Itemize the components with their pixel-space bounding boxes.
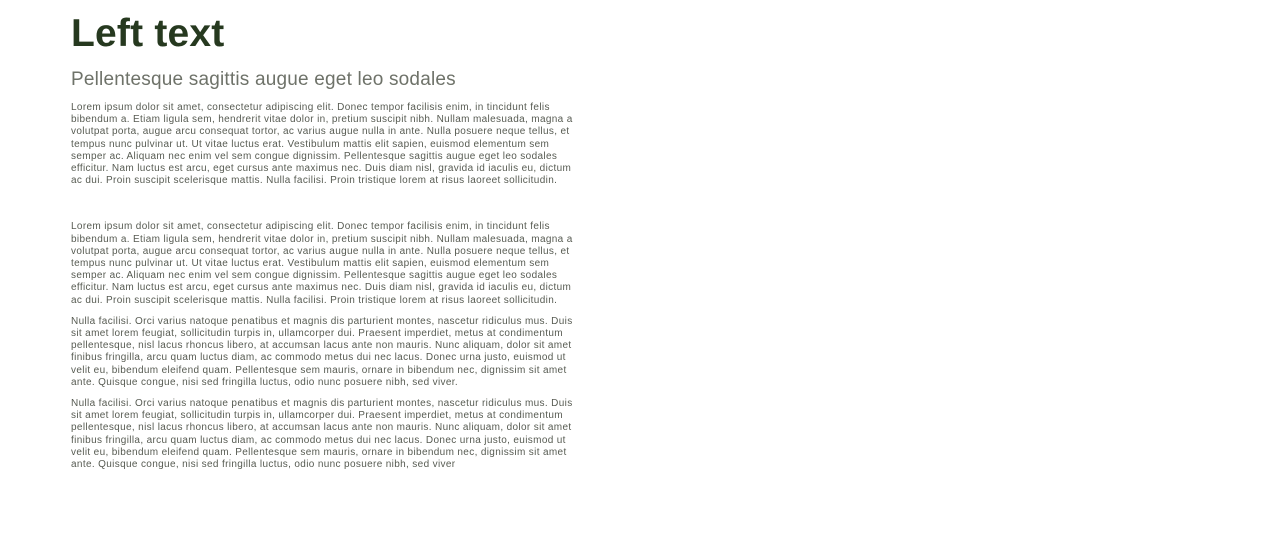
left-text-section	[71, 10, 578, 471]
page-subtitle: Pellentesque sagittis augue eget leo sodales	[71, 69, 456, 90]
paragraph-2: Lorem ipsum dolor sit amet, consectetur adipiscing elit. Donec tempor facilisis enim, in tincidunt felis bibendum a. Etiam ligula sem, hendrerit vitae dolor in, pretium suscipit nibh. Nullam malesuada, magna a volutpat porta, augue arcu consequat tortor, ac varius augue nulla in ante. Nulla posuere neque tellus, et tempus nunc pulvinar ut. Ut vitae luctus erat. Vestibulum mattis elit sapien, euismod elementum sem semper ac. Aliquam nec enim vel sem congue dignissim. Pellentesque sagittis augue eget leo sodales efficitur. Nam luctus est arcu, eget cursus ante maximus nec. Duis diam nisl, gravida id iaculis eu, dictum ac dui. Proin suscipit scelerisque mattis. Nulla facilisi. Proin tristique lorem at risus laoreet sollicitudin.	[71, 221, 573, 306]
paragraph-3: Nulla facilisi. Orci varius natoque penatibus et magnis dis parturient montes, nascetur ridiculus mus. Duis sit amet lorem feugiat, sollicitudin turpis in, ullamcorper dui. Praesent imperdiet, metus at condimentum pellentesque, nisl lacus rhoncus libero, at accumsan lacus ante non mauris. Nunc aliquam, dolor sit amet finibus fringilla, arcu quam luctus diam, ac commodo metus dui nec lacus. Donec urna justo, euismod ut velit eu, bibendum eleifend quam. Pellentesque sem mauris, ornare in bibendum nec, dignissim sit amet ante. Quisque congue, nisi sed fringilla luctus, odio nunc posuere nibh, sed viver.	[71, 315, 573, 388]
paragraph-4: Nulla facilisi. Orci varius natoque penatibus et magnis dis parturient montes, nascetur ridiculus mus. Duis sit amet lorem feugiat, sollicitudin turpis in, ullamcorper dui. Praesent imperdiet, metus at condimentum pellentesque, nisl lacus rhoncus libero, at accumsan lacus ante non mauris. Nunc aliquam, dolor sit amet finibus fringilla, arcu quam luctus diam, ac commodo metus dui nec lacus. Donec urna justo, euismod ut velit eu, bibendum eleifend quam. Pellentesque sem mauris, ornare in bibendum nec, dignissim sit amet ante. Quisque congue, nisi sed fringilla luctus, odio nunc posuere nibh, sed viver	[71, 398, 573, 471]
body-text-block	[71, 221, 578, 471]
intro-text-block	[71, 102, 578, 187]
page-title: Left text	[71, 12, 225, 55]
paragraph-1: Lorem ipsum dolor sit amet, consectetur adipiscing elit. Donec tempor facilisis enim, in tincidunt felis bibendum a. Etiam ligula sem, hendrerit vitae dolor in, pretium suscipit nibh. Nullam malesuada, magna a volutpat porta, augue arcu consequat tortor, ac varius augue nulla in ante. Nulla posuere neque tellus, et tempus nunc pulvinar ut. Ut vitae luctus erat. Vestibulum mattis elit sapien, euismod elementum sem semper ac. Aliquam nec enim vel sem congue dignissim. Pellentesque sagittis augue eget leo sodales efficitur. Nam luctus est arcu, eget cursus ante maximus nec. Duis diam nisl, gravida id iaculis eu, dictum ac dui. Proin suscipit scelerisque mattis. Nulla facilisi. Proin tristique lorem at risus laoreet sollicitudin.	[71, 102, 573, 187]
